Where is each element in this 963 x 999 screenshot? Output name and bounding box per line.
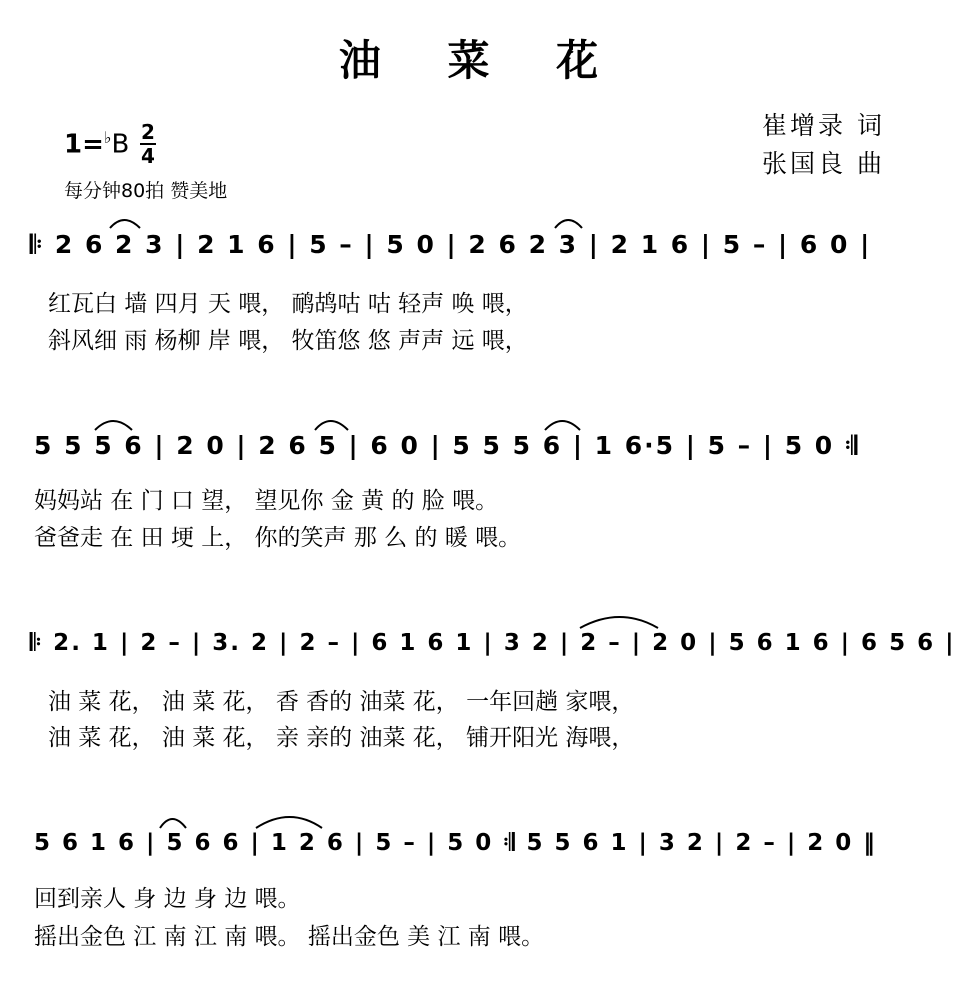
- notes-system-3: 𝄆 2. 1 | 2 – | 3. 2 | 2 – | 6 1 6 1 | 3 2 | 2 – | 2 0 | 5 6 1 6 | 6 5 6 |: [30, 630, 956, 656]
- tempo-marking: 每分钟80拍 赞美地: [64, 180, 228, 202]
- slur: [315, 421, 348, 430]
- lyrics-system-1-verse-2: 斜风细 雨 杨柳 岸 喂， 牧笛悠 悠 声声 远 喂，: [48, 328, 528, 354]
- lyrics-system-1-verse-1: 红瓦白 墙 四月 天 喂， 鸸鸪咕 咕 轻声 唤 喂，: [48, 291, 528, 317]
- key-prefix: 1=: [64, 129, 104, 160]
- composer-credit: 张国良 曲: [762, 149, 885, 178]
- slur: [95, 421, 132, 430]
- lyrics-system-3-verse-2: 油 菜 花， 油 菜 花， 亲 亲的 油菜 花， 铺开阳光 海喂，: [48, 725, 635, 751]
- key-note: B: [111, 129, 130, 160]
- slur: [110, 220, 140, 228]
- lyrics-system-3-verse-1: 油 菜 花， 油 菜 花， 香 香的 油菜 花， 一年回趟 家喂，: [48, 689, 635, 715]
- time-top: 2: [141, 120, 155, 144]
- notes-system-1: 𝄆 2 6 2 3 | 2 1 6 | 5 – | 5 0 | 2 6 2 3 | 2 1 6 | 5 – | 6 0 |: [30, 230, 872, 259]
- lyricist-credit: 崔增录 词: [762, 111, 885, 140]
- slur: [580, 617, 658, 628]
- lyrics-system-4-verse-1: 回到亲人 身 边 身 边 喂。: [34, 886, 301, 912]
- lyrics-system-4-verse-2: 摇出金色 江 南 江 南 喂。 摇出金色 美 江 南 喂。: [34, 924, 545, 950]
- flat-sign: ♭: [103, 128, 112, 147]
- lyrics-system-2-verse-2: 爸爸走 在 田 埂 上， 你的笑声 那 么 的 暖 喂。: [34, 525, 522, 551]
- slur: [545, 421, 580, 430]
- slur: [555, 220, 582, 228]
- slur: [160, 819, 186, 828]
- song-title: 油 菜 花: [338, 36, 625, 85]
- lyrics-system-2-verse-1: 妈妈站 在 门 口 望， 望见你 金 黄 的 脸 喂。: [34, 488, 499, 514]
- slur: [256, 817, 322, 828]
- notes-system-2: 5 5 5 6 | 2 0 | 2 6 5 | 6 0 | 5 5 5 6 | 1 6·5 | 5 – | 5 0 𝄇: [34, 431, 860, 460]
- notes-system-4: 5 6 1 6 | 5 6 6 | 1 2 6 | 5 – | 5 0 𝄇 5 5 6 1 | 3 2 | 2 – | 2 0 ‖: [34, 830, 877, 856]
- time-bottom: 4: [141, 144, 155, 168]
